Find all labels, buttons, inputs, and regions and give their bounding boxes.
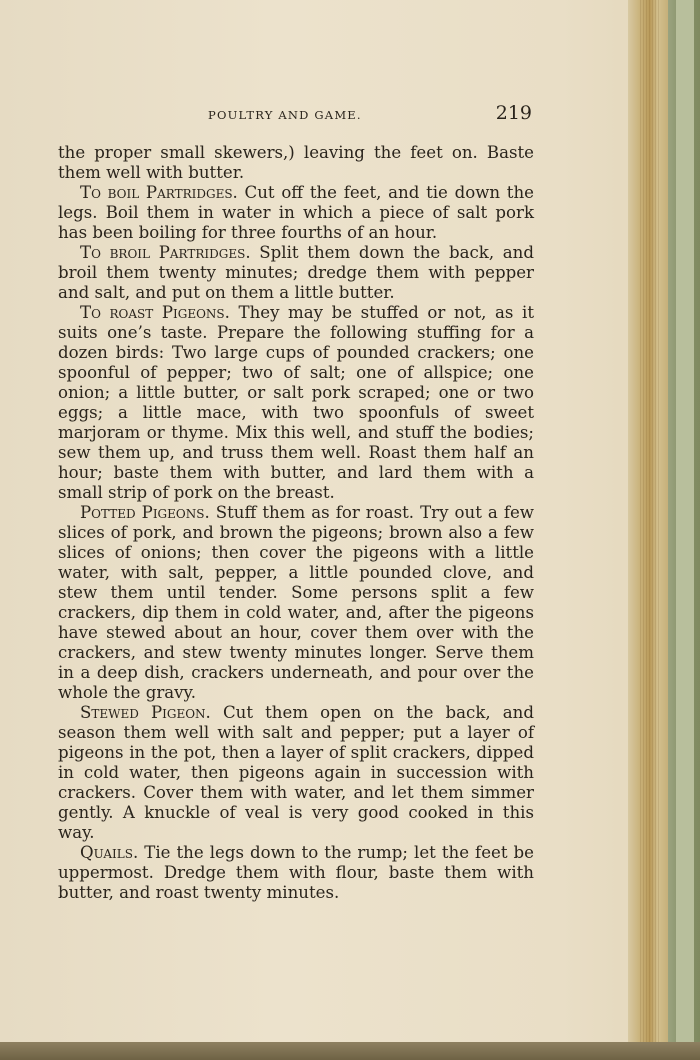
paragraph-roast-pigeons xyxy=(58,303,534,503)
running-head: POULTRY AND GAME. xyxy=(208,108,362,122)
paragraph-quails xyxy=(58,843,534,903)
book-bottom-edge xyxy=(0,1042,700,1060)
book-cover-inner xyxy=(676,0,694,1060)
page-edge-lines xyxy=(640,0,660,1060)
page-number: 219 xyxy=(495,102,532,124)
paragraph-text: They may be stuffed or not, as it suits one’s taste. Prepare the following stuffing for a dozen birds: Two large cups of pounded crackers; one spoonful of pepper; two of salt; one of allspice; one onion; a little butter, or salt pork scraped; one or two eggs; a little mace, with two spoonfuls of sweet marjoram or thyme. Mix this well, and stuff the bodies; sew them up, and truss them well. Roast them half an hour; baste them with butter, and lard them with a small strip of pork on the breast. xyxy=(58,303,534,502)
paragraph-boil-partridges xyxy=(58,183,534,243)
paragraph-text: Cut off the feet, and tie down the legs. Boil them in water in which a piece of salt pork has been boiling for three fourths of an hour. xyxy=(58,183,534,242)
paragraph-text: Tie the legs down to the rump; let the feet be uppermost. Dredge them with flour, baste them with butter, and roast twenty minutes. xyxy=(58,843,534,902)
paragraph-lead: To broil Partridges. xyxy=(80,243,251,262)
paragraph-continuation xyxy=(58,143,534,183)
page-text-block xyxy=(58,100,534,903)
paragraph-lead: To roast Pigeons. xyxy=(80,303,230,322)
page-header xyxy=(58,100,534,130)
paragraph-broil-partridges xyxy=(58,243,534,303)
paragraph-lead: Quails. xyxy=(80,843,139,862)
paragraph-text: Split them down the back, and broil them twenty minutes; dredge them with pepper and salt, and put on them a little butter. xyxy=(58,243,534,302)
paragraph-text: Cut them open on the back, and season them well with salt and pepper; put a layer of pigeons in the pot, then a layer of split crackers, dipped in cold water, then pigeons again in succession with crackers. Cover them with water, and let them simmer gently. A knuckle of veal is very good cooked in this way. xyxy=(58,703,534,842)
paragraph-potted-pigeons xyxy=(58,503,534,703)
paragraph-stewed-pigeon xyxy=(58,703,534,843)
body-text xyxy=(58,143,534,903)
paragraph-lead: To boil Partridges. xyxy=(80,183,238,202)
paragraph-text: the proper small skewers,) leaving the feet on. Baste them well with butter. xyxy=(58,143,534,182)
paragraph-lead: Stewed Pigeon. xyxy=(80,703,211,722)
paragraph-text: Stuff them as for roast. Try out a few slices of pork, and brown the pigeons; brown also a few slices of onions; then cover the pigeons with a little water, with salt, pepper, a little pounded clove, and stew them until tender. Some persons split a few crackers, dip them in cold water, and, after the pigeons have stewed about an hour, cover them over with the crackers, and stew twenty minutes longer. Serve them in a deep dish, crackers underneath, and pour over the whole the gravy. xyxy=(58,503,534,702)
paragraph-lead: Potted Pigeons. xyxy=(80,503,210,522)
